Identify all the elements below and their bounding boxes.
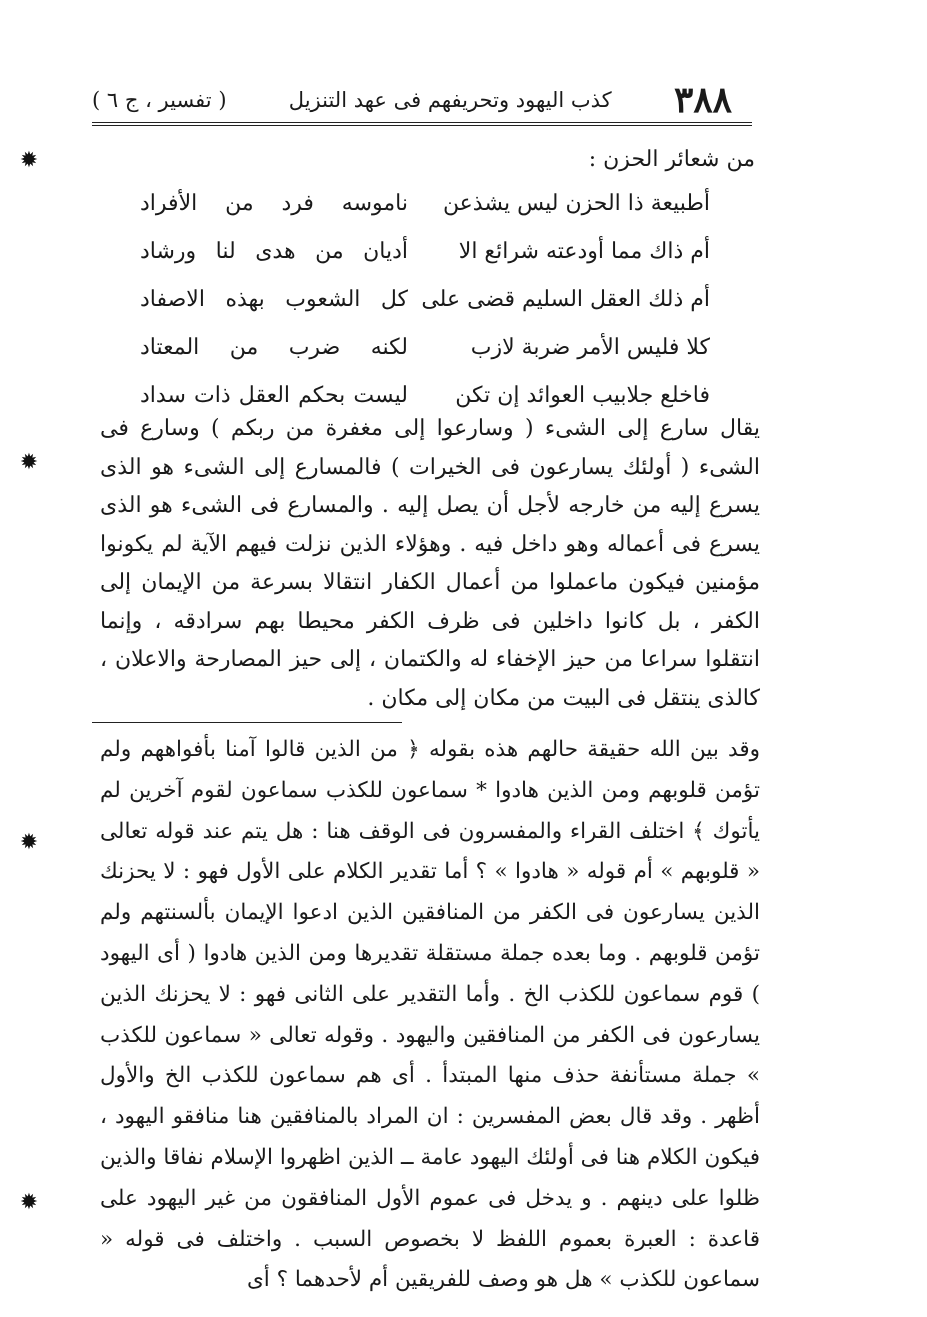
hemistich: كل الشعوب بهذه الاصفاد	[140, 287, 408, 312]
hemistich: أم ذاك مما أودعته شرائع الا	[458, 239, 710, 264]
hemistich: أطبيعة ذا الحزن ليس يشذعن	[442, 191, 710, 216]
hemistich: ليست بحكم العقل ذات سداد	[140, 383, 408, 408]
hemistich: أم ذلك العقل السليم قضى على	[421, 287, 710, 312]
running-title: كذب اليهود وتحريفهم فى عهد التنزيل	[288, 88, 612, 112]
poem	[140, 180, 710, 420]
ink-blot-icon: ✹	[19, 1190, 39, 1215]
hemistich: أديان من هدى لنا ورشاد	[140, 239, 408, 264]
footnote-text: وقد بين الله حقيقة حالهم هذه بقوله ﴿ من الذين قالوا آمنا بأفواههم ولم تؤمن قلوبهم ومن الذين هادوا * سماعون للكذب سماعون لقوم آخرين لم يأتوك ﴾ اختلف القراء والمفسرون فى الوقف هنا : هل يتم عند قوله تعالى « قلوبهم » أم قوله « هادوا » ؟ أما تقدير الكلام على الأول فهو : لا يحزنك الذين يسارعون فى الكفر من المنافقين الذين ادعوا الإيمان بألسنتهم ولم تؤمن قلوبهم . وما بعده جملة مستقلة تقديرها ومن الذين هادوا ( أى اليهود ) قوم سماعون للكذب الخ . وأما التقدير على الثانى فهو : لا يحزنك الذين يسارعون فى الكفر من المنافقين واليهود . وقوله تعالى « سماعون للكذب » جملة مستأنفة حذف منها المبتدأ . أى هم سماعون للكذب الخ والأول أظهر . وقد قال بعض المفسرين : ان المراد بالمنافقين هنا منافقو اليهود ، فيكون الكلام هنا فى أولئك اليهود عامة ــ الذين اظهروا الإسلام نفاقا والذين ظلوا على دينهم . و يدخل فى عموم الأول المنافقون من غير اليهود على قاعدة : العبرة بعموم اللفظ لا بخصوص السبب . واختلف فى قوله « سماعون للكذب » هل هو وصف للفريقين أم لأحدهما ؟ أى	[100, 737, 760, 1293]
poem-line	[140, 324, 710, 372]
hemistich: ناموسه فرد من الأفراد	[140, 191, 408, 216]
poem-line	[140, 276, 710, 324]
hemistich: فاخلع جلابيب العوائد إن تكن	[455, 383, 710, 408]
poem-line	[140, 228, 710, 276]
ink-blot-icon: ✹	[19, 830, 39, 855]
page-number: ٣٨٨	[673, 79, 732, 121]
header-rule	[92, 122, 752, 126]
ink-blot-icon: ✹	[19, 148, 39, 173]
poem-line	[140, 180, 710, 228]
footnote-divider	[92, 722, 402, 723]
ink-blot-icon: ✹	[19, 450, 39, 475]
hemistich: كلا فليس الأمر ضربة لازب	[470, 335, 710, 360]
hemistich: لكنه ضرب من المعتاد	[140, 335, 408, 360]
body-paragraph: يقال سارع إلى الشىء ( وسارعوا إلى مغفرة من ربكم ) وسارع فى الشىء ( أولئك يسارعون فى الخيرات ) فالمسارع إلى الشىء هو الذى يسرع إليه من خارجه لأجل أن يصل إليه . والمسارع فى الشىء هو الذى يسرع فى أعماله وهو داخل فيه . وهؤلاء الذين نزلت فيهم الآية لم يكونوا مؤمنين فيكون ماعملوا من أعمال الكفار انتقالا بسرعة من الإيمان إلى الكفر ، بل كانوا داخلين فى ظرف الكفر محيطا بهم سرادقه ، وإنما انتقلوا سراعا من حيز الإخفاء له والكتمان ، إلى حيز المصارحة والاعلان ، كالذى ينتقل فى البيت من مكان إلى مكان .	[100, 416, 760, 711]
section-reference: ( تفسير ، ج ٦ )	[92, 88, 227, 112]
page-header	[92, 78, 732, 122]
poem-heading: من شعائر الحزن :	[588, 147, 755, 172]
